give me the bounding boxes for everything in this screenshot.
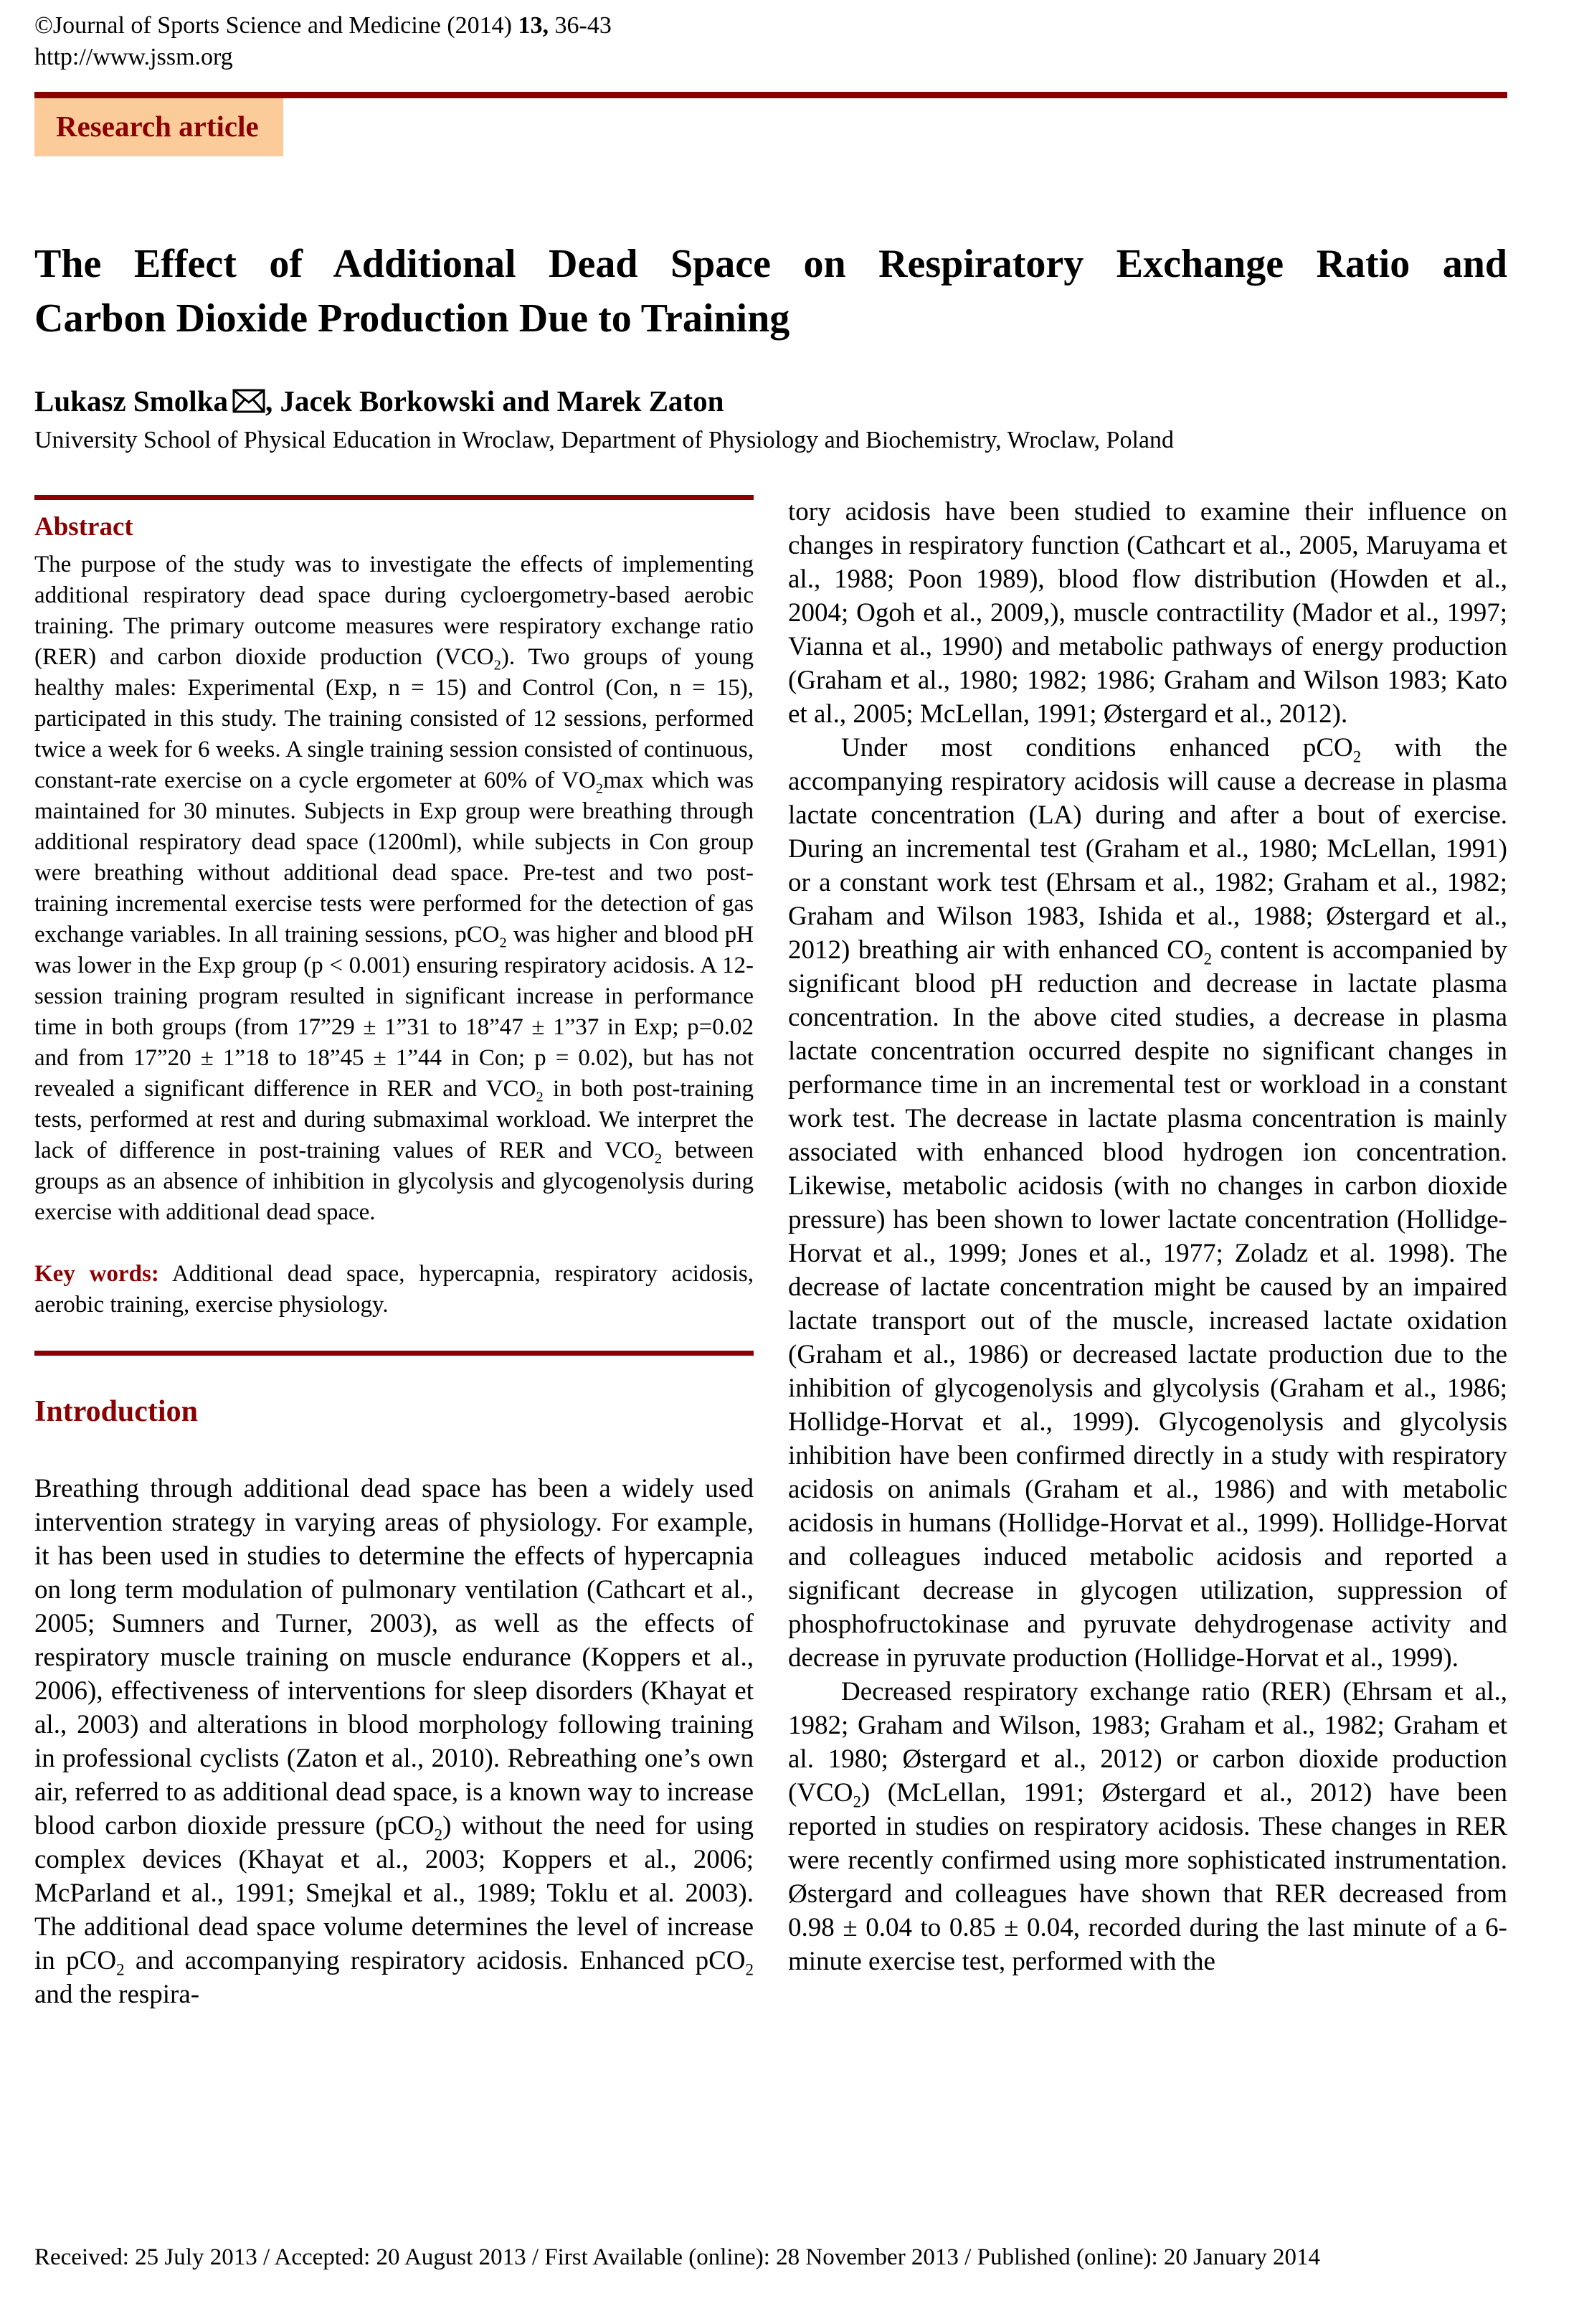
page-title	[34, 237, 1507, 346]
abstract-heading: Abstract	[34, 512, 133, 542]
author-names-after-icon: , Jacek Borkowski and Marek Zaton	[265, 384, 724, 417]
introduction-heading: Introduction	[34, 1395, 198, 1428]
introduction-paragraph: Breathing through additional dead space has been a widely used intervention strategy in varying areas of physiology. For example, it has been used in studies to determine the effects of hypercapnia on long term modulation of pulmonary ventilation (Cathcart et al., 2005; Sumners and Turner, 2003), as well as the effects of respiratory muscle training on muscle endurance (Koppers et al., 2006), effectiveness of interventions for sleep disorders (Khayat et al., 2003) and alterations in blood morphology following training in professional cyclists (Zaton et al., 2010). Rebreathing one’s own air, referred to as additional dead space, is a known way to increase blood carbon dioxide pressure (pCO$_2$) without the need for using complex devices (Khayat et al., 2003; Koppers et al., 2006; McParland et al., 1991; Smejkal et al., 1989; Toklu et al. 2003). The additional dead space volume determines the level of increase in pCO$_2$ and accompanying respiratory acidosis. Enhanced pCO$_2$ and the respira-	[34, 1474, 754, 2009]
abstract-divider	[34, 495, 754, 500]
body-paragraph: tory acidosis have been studied to examine their influence on changes in respiratory function (Cathcart et al., 2005, Maruyama et al., 1988; Poon 1989), blood flow distribution (Howden et al., 2004; Ogoh et al., 2009,), muscle contractility (Mador et al., 1997; Vianna et al., 1990) and metabolic pathways of energy production (Graham et al., 1980; 1982; 1986; Graham and Wilson 1983; Kato et al., 2005; McLellan, 1991; Østergard et al., 2012).	[788, 497, 1507, 729]
title-line-1: The Effect of Additional Dead Space on Respiratory Exchange Ratio and	[34, 242, 1507, 286]
authors-line	[34, 383, 1507, 419]
body-paragraph: Decreased respiratory exchange ratio (RER) (Ehrsam et al., 1982; Graham and Wilson, 1983; Graham et al., 1982; Graham et al. 1980; Østergard et al., 2012) or carbon dioxide production $(VCO_2)$ (McLellan, 1991; Østergard et al., 2012) have been reported in studies on respiratory acidosis. These changes in RER were recently confirmed using more sophisticated instrumentation. Østergard and colleagues have shown that RER decreased from 0.98 ± 0.04 to 0.85 ± 0.04, recorded during the last minute of a 6-minute exercise test, performed with the	[788, 1677, 1507, 1976]
journal-header	[34, 10, 1507, 73]
journal-copyright-line: ©Journal of Sports Science and Medicine (2014) 13, 36-43	[34, 12, 612, 39]
author-names-before-icon: Lukasz Smolka	[34, 384, 229, 417]
journal-url[interactable]: http://www.jssm.org	[34, 44, 233, 70]
keywords-paragraph	[34, 1259, 754, 1321]
right-column	[788, 495, 1507, 2011]
article-type-badge: Research article	[34, 98, 283, 156]
left-column	[34, 495, 754, 2011]
article-dates-footer: Received: 25 July 2013 / Accepted: 20 August 2013 / First Available (online): 28 November 2013 / Published (online): 20 January 2014	[34, 2244, 1321, 2270]
two-column-body	[34, 495, 1507, 2011]
affiliation: University School of Physical Education in Wroclaw, Department of Physiology and Biochemistry, Wroclaw, Poland	[34, 427, 1175, 453]
keywords-label: Key words:	[34, 1261, 159, 1287]
abstract-text: The purpose of the study was to investigate the effects of implementing additional respiratory dead space during cycloergometry-based aerobic training. The primary outcome measures were respiratory exchange ratio (RER) and carbon dioxide production $(VCO_2)$. Two groups of young healthy males: Experimental (Exp, n = 15) and Control (Con, n = 15), participated in this study. The training consisted of 12 sessions, performed twice a week for 6 weeks. A single training session consisted of continuous, constant-rate exercise on a cycle ergometer at 60% of $VO_2\max$ which was maintained for 30 minutes. Subjects in Exp group were breathing through additional respiratory dead space (1200ml), while subjects in Con group were breathing without additional dead space. Pre-test and two post-training incremental exercise tests were performed for the detection of gas exchange variables. In all training sessions, pCO$_2$ was higher and blood pH was lower in the Exp group (p < 0.001) ensuring respiratory acidosis. A 12-session training program resulted in significant increase in performance time in both groups (from 17”29 ± 1”31 to 18”47 ± 1”37 in Exp; p=0.02 and from 17”20 ± 1”18 to 18”45 ± 1”44 in Con; p = 0.02), but has not revealed a significant difference in RER and $VCO_2$ in both post-training tests, performed at rest and during submaximal workload. We interpret the lack of difference in post-training values of RER and $VCO_2$ between groups as an absence of inhibition in glycolysis and glycogenolysis during exercise with additional dead space.	[34, 552, 754, 1225]
header-divider	[34, 92, 1507, 98]
introduction-divider	[34, 1351, 754, 1356]
envelope-icon[interactable]	[228, 384, 265, 417]
title-line-2: Carbon Dioxide Production Due to Training	[34, 296, 790, 341]
keywords-text: Additional dead space, hypercapnia, respiratory acidosis, aerobic training, exercise physiology.	[34, 1261, 754, 1318]
body-paragraph: Under most conditions enhanced pCO$_2$ with the accompanying respiratory acidosis will cause a decrease in plasma lactate concentration (LA) during and after a bout of exercise. During an incremental test (Graham et al., 1980; McLellan, 1991) or a constant work test (Ehrsam et al., 1982; Graham et al., 1982; Graham and Wilson 1983, Ishida et al., 1988; Østergard et al., 2012) breathing air with enhanced $CO_2$ content is accompanied by significant blood pH reduction and decrease in lactate plasma concentration. In the above cited studies, a decrease in plasma lactate concentration occurred despite no significant changes in performance time in an incremental test or workload in a constant work test. The decrease in lactate plasma concentration is mainly associated with enhanced blood hydrogen ion concentration. Likewise, metabolic acidosis (with no changes in carbon dioxide pressure) has been shown to lower lactate concentration (Hollidge-Horvat et al., 1999; Jones et al., 1977; Zoladz et al. 1998). The decrease of lactate concentration might be caused by an impaired lactate transport out of the muscle, increased lactate oxidation (Graham et al., 1986) or decreased lactate production due to the inhibition of glycogenolysis and glycolysis (Graham et al., 1986; Hollidge-Horvat et al., 1999). Glycogenolysis and glycolysis inhibition have been confirmed directly in a study with respiratory acidosis on animals (Graham et al., 1986) and with metabolic acidosis in humans (Hollidge-Horvat et al., 1999). Hollidge-Horvat and colleagues induced metabolic acidosis and reported a significant decrease in glycogen utilization, suppression of phosphofructokinase and pyruvate dehydrogenase activity and decrease in pyruvate production (Hollidge-Horvat et al., 1999).	[788, 733, 1508, 1673]
